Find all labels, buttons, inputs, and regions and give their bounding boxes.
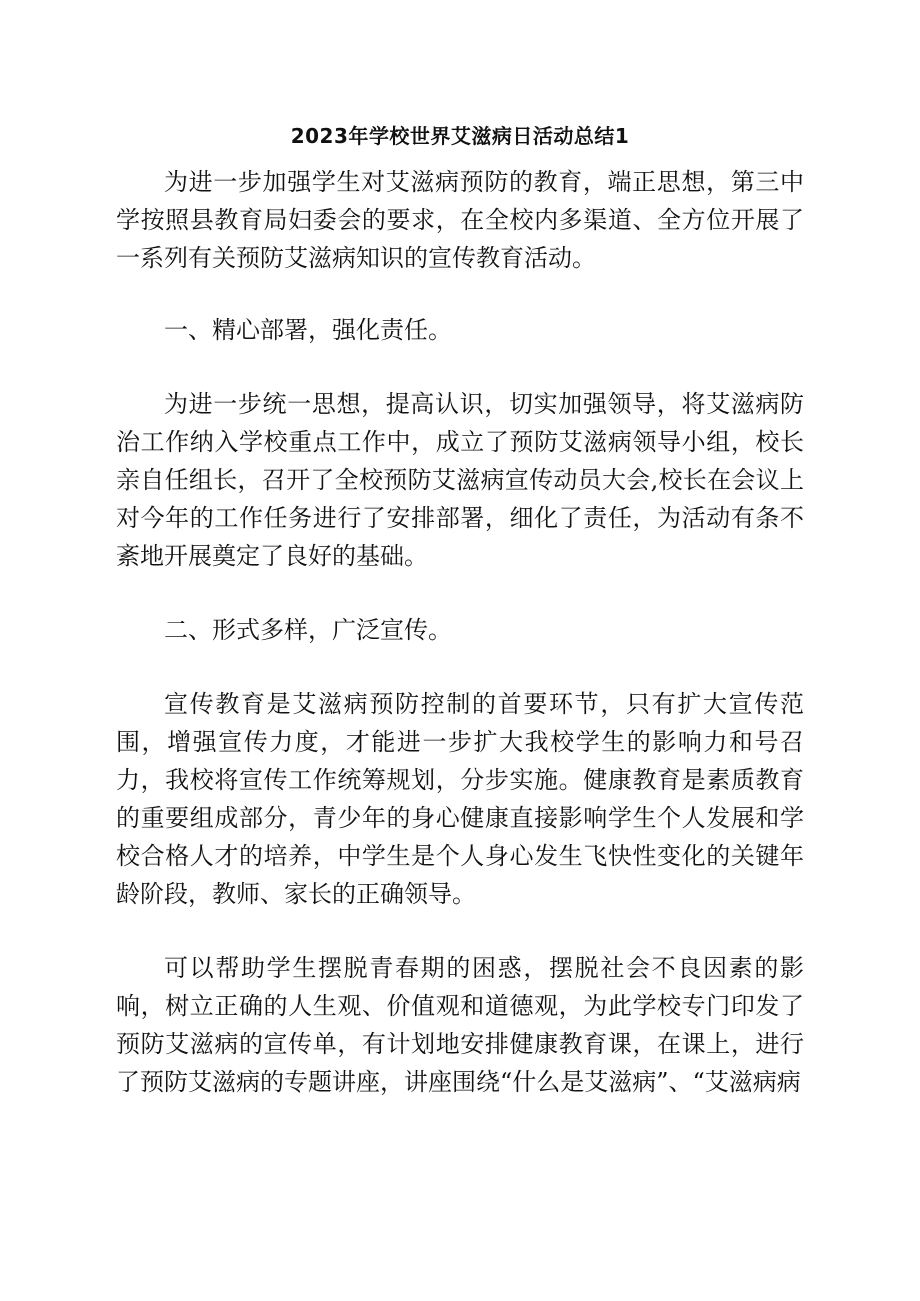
section-heading-1: 一、精心部署，强化责任。 bbox=[164, 316, 452, 344]
paragraph-gap bbox=[116, 349, 804, 385]
section-heading-2: 二、形式多样，广泛宣传。 bbox=[164, 616, 452, 644]
paragraph-continued: 可以帮助学生摆脱青春期的困惑，摆脱社会不良因素的影响，树立正确的人生观、价值观和道德观，为此学校专门印发了预防艾滋病的宣传单，有计划地安排健康教育课，在课上，进行了预防艾滋病的专题讲座，讲座围绕“什么是艾滋病”、“艾滋病病 bbox=[116, 954, 804, 1096]
paragraph-gap bbox=[116, 649, 804, 685]
paragraph-section-1: 为进一步统一思想，提高认识，切实加强领导，将艾滋病防治工作纳入学校重点工作中，成立了预防艾滋病领导小组，校长亲自任组长，召开了全校预防艾滋病宣传动员大会,校长在会议上对今年的工作任务进行了安排部署，细化了责任，为活动有条不紊地开展奠定了良好的基础。 bbox=[116, 390, 804, 570]
paragraph-gap bbox=[116, 575, 804, 611]
paragraph-gap bbox=[116, 277, 804, 311]
document-title: 2023年学校世界艾滋病日活动总结1 bbox=[290, 124, 630, 148]
document-body bbox=[116, 163, 804, 1101]
paragraph-intro: 为进一步加强学生对艾滋病预防的教育，端正思想，第三中学按照县教育局妇委会的要求，在全校内多渠道、全方位开展了一系列有关预防艾滋病知识的宣传教育活动。 bbox=[116, 168, 804, 272]
paragraph-section-2: 宣传教育是艾滋病预防控制的首要环节，只有扩大宣传范围，增强宣传力度，才能进一步扩大我校学生的影响力和号召力，我校将宣传工作统筹规划，分步实施。健康教育是素质教育的重要组成部分，青少年的身心健康直接影响学生个人发展和学校合格人才的培养，中学生是个人身心发生飞快性变化的关键年龄阶段，教师、家长的正确领导。 bbox=[116, 690, 804, 908]
paragraph-gap bbox=[116, 913, 804, 949]
